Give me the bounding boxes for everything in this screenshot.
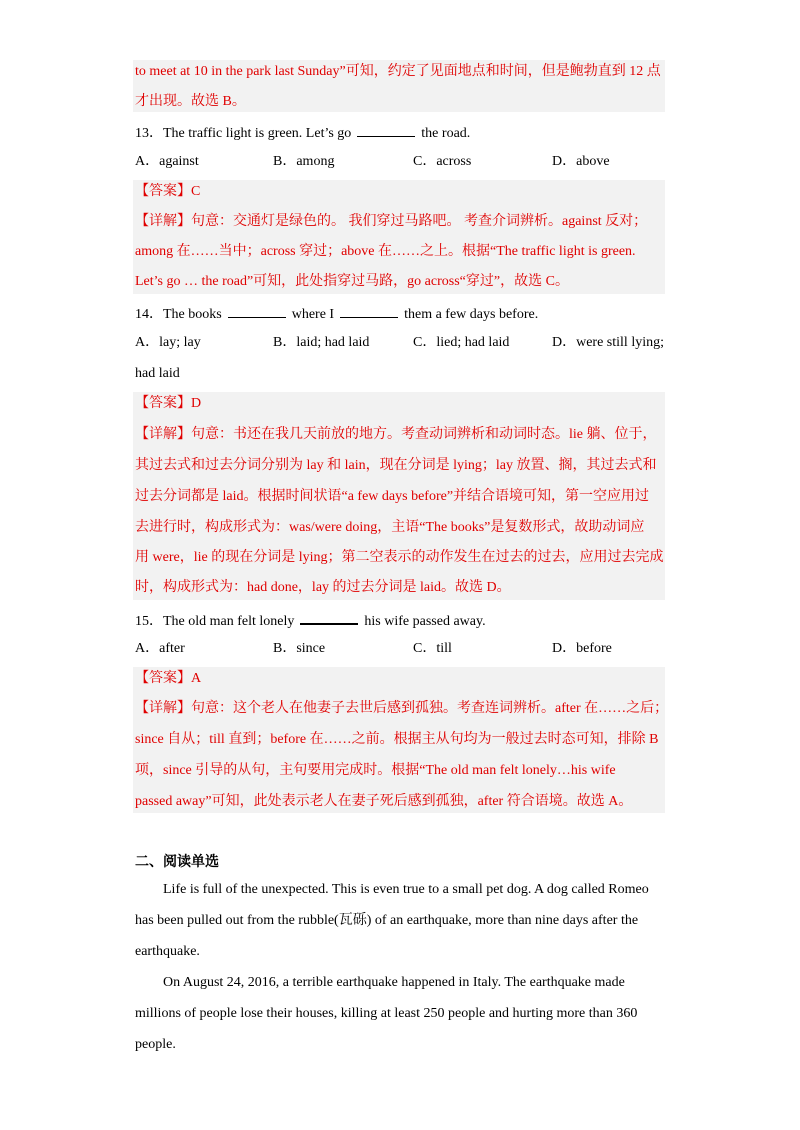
q13-blank [357, 122, 415, 137]
q15-answer: 【答案】A [135, 671, 202, 686]
q14-stem-part-2: where I [291, 307, 335, 322]
q13-option-b: B．among [273, 154, 335, 169]
q14-option-d: D．were still lying; [552, 335, 664, 350]
q13-option-a: A．against [135, 154, 199, 169]
q15-detail-line-3: 项，since 引导的从句，主句要用完成时。根据“The old man felt lonely…his wife [135, 763, 616, 778]
q15-detail-line-4: passed away”可知，此处表示老人在妻子死后感到孤独，after 符合语境。故选 A。 [135, 794, 633, 809]
passage-para1-line-3: earthquake. [135, 944, 200, 959]
q13-detail-line-3: Let’s go … the road”可知，此处指穿过马路，go across“穿过”，故选 C。 [135, 274, 569, 289]
q14-detail-line-6: 时，构成形式为：had done，lay 的过去分词是 laid。故选 D。 [135, 580, 511, 595]
q14-option-a: A．lay; lay [135, 335, 201, 350]
q15-option-c: C．till [413, 641, 452, 656]
q14-detail-line-1: 【详解】句意：书还在我几天前放的地方。考查动词辨析和动词时态。lie 躺、位于， [135, 427, 657, 442]
q13-detail-line-1: 【详解】句意：交通灯是绿色的。 我们穿过马路吧。 考查介词辨析。against 反对； [135, 214, 648, 229]
q14-detail-line-2: 其过去式和过去分词分别为 lay 和 lain，现在分词是 lying；lay 放置、搁，其过去式和 [135, 458, 657, 473]
q13-answer: 【答案】C [135, 184, 201, 199]
q15-stem [135, 609, 486, 632]
q15-detail-line-2: since 自从；till 直到；before 在……之前。根据主从句均为一般过去时态可知，排除 B [135, 732, 659, 747]
q15-option-a: A．after [135, 641, 185, 656]
q14-detail-line-5: 用 were，lie 的现在分词是 lying；第二空表示的动作发生在过去的过去，应用过去完成 [135, 550, 664, 565]
passage-para2-line-1: On August 24, 2016, a terrible earthquake happened in Italy. The earthquake made [163, 975, 625, 990]
q14-stem [135, 303, 538, 325]
q15-option-b: B．since [273, 641, 326, 656]
passage-para2-line-2: millions of people lose their houses, killing at least 250 people and hurting more than 360 [135, 1006, 638, 1021]
q14-answer: 【答案】D [135, 396, 202, 411]
q14-blank-2 [340, 303, 398, 318]
passage-para1-line-1: Life is full of the unexpected. This is even true to a small pet dog. A dog called Romeo [163, 882, 649, 897]
q13-stem-before: 13．The traffic light is green. Let’s go [135, 126, 352, 141]
q14-stem-part-1: 14．The books [135, 307, 222, 322]
q14-detail-line-4: 去进行时，构成形式为：was/were doing，主语“The books”是复数形式，故助动词应 [135, 520, 645, 535]
q13-stem [135, 122, 470, 144]
section-heading: 二、阅读单选 [135, 854, 219, 870]
q13-detail-line-2: among 在……当中；across 穿过；above 在……之上。根据“The traffic light is green. [135, 244, 636, 259]
q15-option-d: D．before [552, 641, 612, 656]
q14-option-c: C．lied; had laid [413, 335, 510, 350]
q14-stem-part-3: them a few days before. [404, 307, 539, 322]
q14-detail-line-3: 过去分词都是 laid。根据时间状语“a few days before”并结合语境可知，第一空应用过 [135, 489, 650, 504]
q15-blank [300, 609, 358, 625]
passage-para1-line-2: has been pulled out from the rubble(瓦砾) of an earthquake, more than nine days after the [135, 913, 639, 928]
q13-stem-after: the road. [421, 126, 471, 141]
q12-explanation-line-1: to meet at 10 in the park last Sunday”可知，约定了见面地点和时间，但是鲍勃直到 12 点 [135, 64, 661, 79]
q14-option-b: B．laid; had laid [273, 335, 370, 350]
q14-blank-1 [228, 303, 286, 318]
q13-option-c: C．across [413, 154, 472, 169]
q15-stem-before: 15．The old man felt lonely [135, 614, 295, 629]
q15-detail-line-1: 【详解】句意：这个老人在他妻子去世后感到孤独。考查连词辨析。after 在……之后； [135, 701, 669, 716]
q12-explanation-line-2: 才出现。故选 B。 [135, 94, 246, 109]
q15-stem-after: his wife passed away. [364, 614, 486, 629]
q13-option-d: D．above [552, 154, 610, 169]
q14-option-d-wrap: had laid [135, 366, 180, 381]
passage-para2-line-3: people. [135, 1037, 176, 1052]
